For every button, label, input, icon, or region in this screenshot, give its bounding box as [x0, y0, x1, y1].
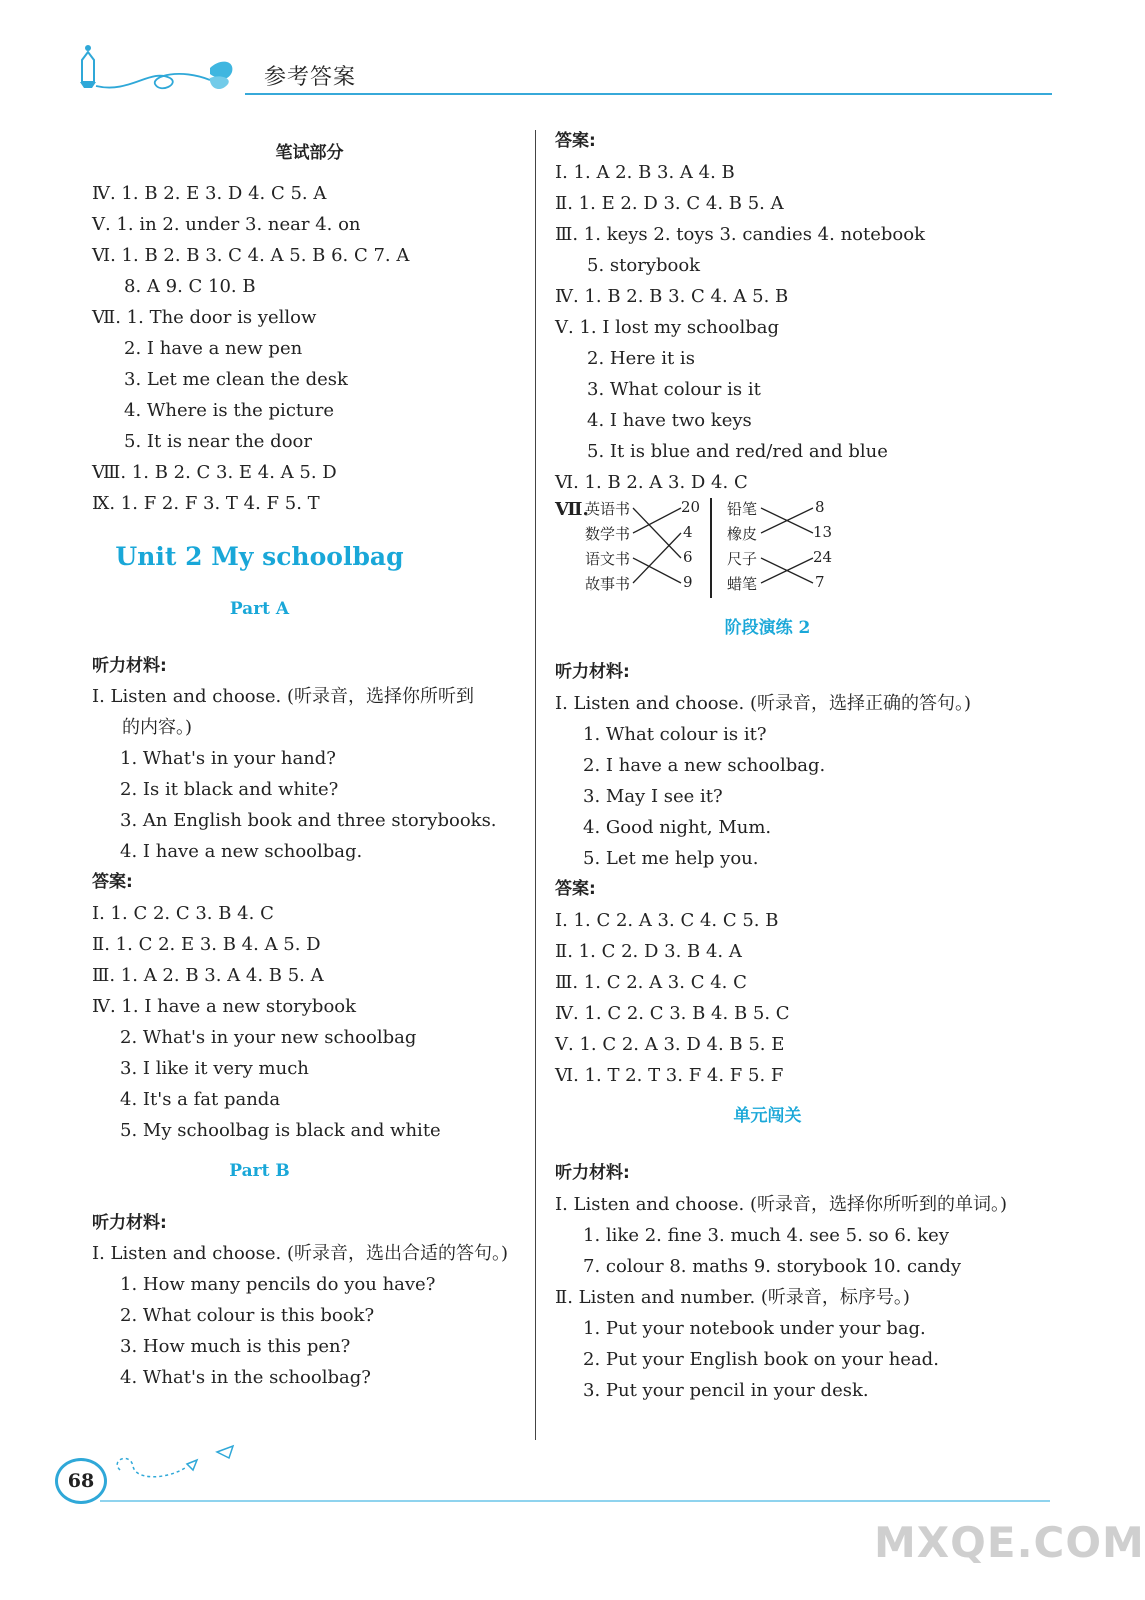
footer-decoration-icon	[105, 1440, 255, 1490]
match-right-number: 24	[813, 548, 833, 566]
answer-line: 2. What's in your new schoolbag	[120, 1027, 417, 1048]
listening-item: 2. What colour is this book?	[120, 1305, 375, 1326]
unit-title: Unit 2 My schoolbag	[115, 542, 404, 571]
matching-roman: Ⅶ.	[555, 499, 589, 520]
answer-line: Ⅳ. 1. C 2. C 3. B 4. B 5. C	[555, 1003, 790, 1024]
listening-item: Ⅱ. Listen and number. (听录音，标序号。)	[555, 1287, 910, 1308]
match-right-number: 8	[815, 498, 825, 516]
listening-label: 听力材料:	[92, 1213, 167, 1233]
listening-item: 3. Put your pencil in your desk.	[583, 1380, 869, 1401]
answer-line: Ⅰ. 1. C 2. A 3. C 4. C 5. B	[555, 910, 779, 931]
answer-line: 4. Where is the picture	[124, 400, 334, 421]
answer-line: Ⅰ. 1. A 2. B 3. A 4. B	[555, 162, 735, 183]
match-right-item: 橡皮	[727, 525, 758, 543]
listening-item: 2. Put your English book on your head.	[583, 1349, 939, 1370]
answer-line: Ⅵ. 1. T 2. T 3. F 4. F 5. F	[555, 1065, 784, 1086]
answer-line: Ⅱ. 1. C 2. D 3. B 4. A	[555, 941, 742, 962]
listening-item: 2. Is it black and white?	[120, 779, 339, 800]
unit-challenge-title: 单元闯关	[733, 1106, 802, 1126]
answer-line: 5. storybook	[587, 255, 701, 276]
column-divider	[535, 130, 536, 1440]
answer-line: Ⅲ. 1. keys 2. toys 3. candies 4. notebook	[555, 224, 925, 245]
answers-label: 答案:	[92, 872, 133, 892]
written-section-heading: 笔试部分	[275, 143, 344, 163]
match-left-item: 语文书	[585, 550, 631, 568]
answer-line: Ⅲ. 1. A 2. B 3. A 4. B 5. A	[92, 965, 324, 986]
listening-item: 4. I have a new schoolbag.	[120, 841, 363, 862]
answer-line: 5. My schoolbag is black and white	[120, 1120, 441, 1141]
match-separator	[710, 498, 712, 598]
answer-line: 4. I have two keys	[587, 410, 752, 431]
header-rule	[245, 93, 1052, 95]
answer-line: 2. I have a new pen	[124, 338, 303, 359]
listening-item: 4. Good night, Mum.	[583, 817, 772, 838]
answer-line: 4. It's a fat panda	[120, 1089, 281, 1110]
answers-label: 答案:	[555, 879, 596, 899]
answers-label: 答案:	[555, 131, 596, 151]
match-lines-left	[631, 498, 683, 598]
answer-line: Ⅵ. 1. B 2. B 3. C 4. A 5. B 6. C 7. A	[92, 245, 410, 266]
listening-item: 的内容。)	[122, 717, 193, 738]
listening-item: 3. May I see it?	[583, 786, 723, 807]
left-column	[92, 138, 527, 1393]
answer-line: Ⅱ. 1. C 2. E 3. B 4. A 5. D	[92, 934, 321, 955]
match-left-number: 6	[683, 548, 693, 566]
match-left-item: 数学书	[585, 525, 631, 543]
answer-line: 8. A 9. C 10. B	[124, 276, 256, 297]
answer-line: Ⅰ. 1. C 2. C 3. B 4. C	[92, 903, 274, 924]
match-right-number: 13	[813, 523, 833, 541]
match-left-item: 英语书	[585, 500, 631, 518]
match-left-number: 9	[683, 573, 693, 591]
answer-line: Ⅱ. 1. E 2. D 3. C 4. B 5. A	[555, 193, 784, 214]
footer-rule	[100, 1500, 1050, 1502]
listening-item: 3. How much is this pen?	[120, 1336, 351, 1357]
answer-line: 3. What colour is it	[587, 379, 761, 400]
answer-line: Ⅴ. 1. C 2. A 3. D 4. B 5. E	[555, 1034, 785, 1055]
answer-line: 5. It is near the door	[124, 431, 312, 452]
listening-item: 5. Let me help you.	[583, 848, 759, 869]
match-right-number: 7	[815, 573, 825, 591]
listening-item: Ⅰ. Listen and choose. (听录音，选择你所听到的单词。)	[555, 1194, 1007, 1215]
answer-line: 3. I like it very much	[120, 1058, 309, 1079]
listening-label: 听力材料:	[555, 662, 630, 682]
answer-line: Ⅲ. 1. C 2. A 3. C 4. C	[555, 972, 747, 993]
listening-item: 1. Put your notebook under your bag.	[583, 1318, 926, 1339]
header-title: 参考答案	[264, 65, 357, 90]
answer-line: Ⅳ. 1. B 2. E 3. D 4. C 5. A	[92, 183, 327, 204]
answer-line: Ⅸ. 1. F 2. F 3. T 4. F 5. T	[92, 493, 320, 514]
matching-exercise	[555, 498, 1050, 608]
match-left-number: 20	[681, 498, 701, 516]
listening-item: 1. What colour is it?	[583, 724, 767, 745]
header-decoration-icon	[60, 38, 260, 96]
listening-item: 1. like 2. fine 3. much 4. see 5. so 6. key	[583, 1225, 949, 1246]
match-left-number: 4	[683, 523, 693, 541]
answer-line: 3. Let me clean the desk	[124, 369, 348, 390]
match-right-item: 铅笔	[727, 500, 758, 518]
answer-line: Ⅳ. 1. B 2. B 3. C 4. A 5. B	[555, 286, 789, 307]
listening-item: 1. How many pencils do you have?	[120, 1274, 436, 1295]
answer-line: Ⅴ. 1. I lost my schoolbag	[555, 317, 780, 338]
listening-label: 听力材料:	[555, 1163, 630, 1183]
match-right-item: 蜡笔	[727, 575, 758, 593]
match-left-item: 故事书	[585, 575, 631, 593]
watermark: MXQE.COM	[874, 1518, 1145, 1567]
answer-line: Ⅵ. 1. B 2. A 3. D 4. C	[555, 472, 748, 493]
listening-item: Ⅰ. Listen and choose. (听录音，选择正确的答句。)	[555, 693, 971, 714]
listening-label: 听力材料:	[92, 656, 167, 676]
right-column	[555, 126, 1050, 1406]
answer-line: 5. It is blue and red/red and blue	[587, 441, 888, 462]
listening-item: Ⅰ. Listen and choose. (听录音，选出合适的答句。)	[92, 1243, 508, 1264]
listening-item: Ⅰ. Listen and choose. (听录音，选择你所听到	[92, 686, 474, 707]
match-lines-right	[759, 498, 815, 598]
answer-line: Ⅷ. 1. B 2. C 3. E 4. A 5. D	[92, 462, 337, 483]
answer-line: 2. Here it is	[587, 348, 695, 369]
listening-item: 4. What's in the schoolbag?	[120, 1367, 371, 1388]
part-b-title: Part B	[229, 1161, 290, 1181]
match-right-item: 尺子	[727, 550, 758, 568]
stage-practice-title: 阶段演练 2	[724, 618, 811, 638]
listening-item: 1. What's in your hand?	[120, 748, 336, 769]
listening-item: 2. I have a new schoolbag.	[583, 755, 826, 776]
page-number: 68	[55, 1458, 107, 1504]
answer-line: Ⅴ. 1. in 2. under 3. near 4. on	[92, 214, 361, 235]
part-a-title: Part A	[229, 599, 290, 619]
listening-item: 3. An English book and three storybooks.	[120, 810, 497, 831]
answer-line: Ⅳ. 1. I have a new storybook	[92, 996, 357, 1017]
listening-item: 7. colour 8. maths 9. storybook 10. candy	[583, 1256, 962, 1277]
answer-line: Ⅶ. 1. The door is yellow	[92, 307, 317, 328]
